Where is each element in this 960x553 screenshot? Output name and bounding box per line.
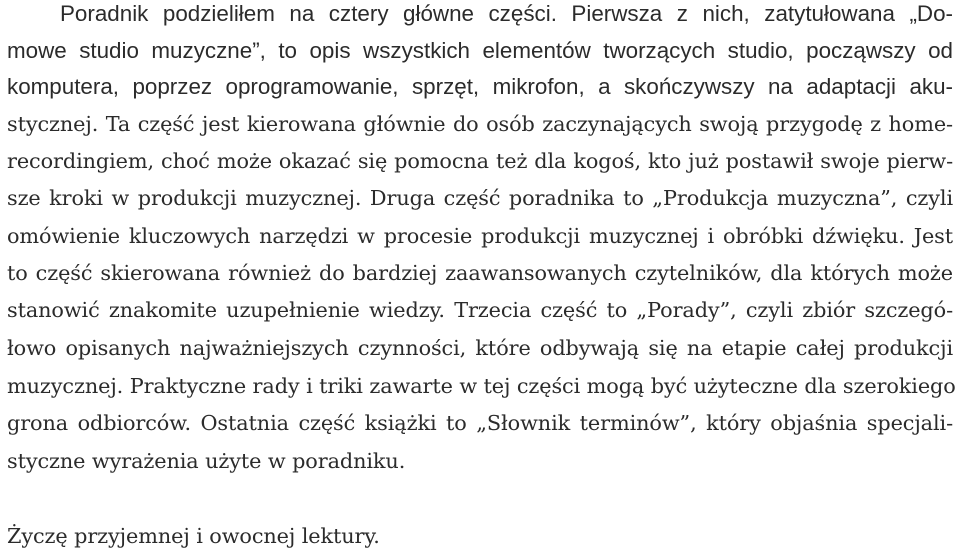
paragraph-line-11: muzycznej. Praktyczne rady i triki zawarte w tej części mogą być użyteczne dla szerokiego <box>7 374 956 398</box>
paragraph-line-13: styczne wyrażenia użyte w poradniku. <box>7 449 406 473</box>
paragraph-line-12: grona odbiorców. Ostatnia część książki to „Słownik terminów”, który objaśnia specjali- <box>7 411 953 435</box>
paragraph-line-1: Poradnik podzieliłem na cztery główne części. Pierwsza z nich, zatytułowana „Do- <box>60 1 953 26</box>
paragraph-line-2: mowe studio muzyczne”, to opis wszystkich elementów tworzących studio, począwszy od <box>7 38 953 63</box>
paragraph-line-8: to część skierowana również do bardziej zaawansowanych czytelników, dla których może <box>7 261 953 285</box>
paragraph-line-4: stycznej. Ta część jest kierowana głównie do osób zaczynających swoją przygodę z home- <box>7 112 953 136</box>
paragraph-line-7: omówienie kluczowych narzędzi w procesie produkcji muzycznej i obróbki dźwięku. Jest <box>7 224 953 248</box>
paragraph-line-5: recordingiem, choć może okazać się pomocna też dla kogoś, kto już postawił swoje pierw- <box>7 149 953 173</box>
paragraph-line-9: stanowić znakomite uzupełnienie wiedzy. Trzecia część to „Porady”, czyli zbiór szczegó- <box>7 298 953 322</box>
closing-line: Życzę przyjemnej i owocnej lektury. <box>7 524 380 548</box>
paragraph-line-10: łowo opisanych najważniejszych czynności, które odbywają się na etapie całej produkcji <box>7 336 953 360</box>
paragraph-line-3: komputera, poprzez oprogramowanie, sprzęt, mikrofon, a skończywszy na adaptacji aku- <box>7 74 953 99</box>
paragraph-line-6: sze kroki w produkcji muzycznej. Druga część poradnika to „Produkcja muzyczna”, czyli <box>7 186 953 210</box>
